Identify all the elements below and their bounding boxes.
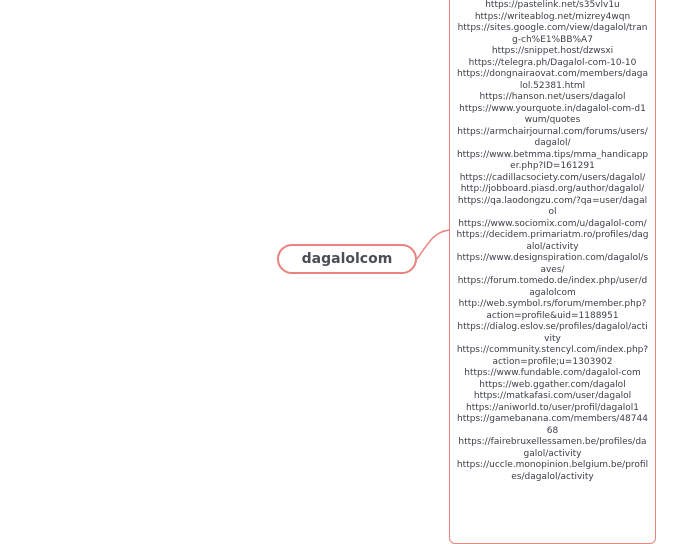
link-item[interactable]: https://qa.laodongzu.com/?qa=user/dagalol <box>457 195 648 217</box>
link-item[interactable]: https://community.stencyl.com/index.php?action=profile;u=1303902 <box>456 345 649 367</box>
link-item[interactable]: https://aniworld.to/user/profil/dagalol1 <box>466 402 639 413</box>
root-topic-label: dagalolcom <box>301 251 393 267</box>
link-item[interactable]: https://www.yourquote.in/dagalol-com-d1wum/quotes <box>459 103 646 125</box>
link-item[interactable]: https://decidem.primariatm.ro/profiles/dagalol/activity <box>456 230 649 252</box>
branch-line <box>417 230 449 259</box>
link-item[interactable]: https://www.designspiration.com/dagalol/saves/ <box>456 253 649 275</box>
link-item[interactable]: https://armchairjournal.com/forums/users/dagalol/ <box>457 126 648 148</box>
link-item[interactable]: https://writeablog.net/mizrey4wqn <box>474 11 631 22</box>
link-item[interactable]: http://web.symbol.rs/forum/member.php?action=profile&uid=1188951 <box>458 299 647 321</box>
link-item[interactable]: https://gamebanana.com/members/4874468 <box>457 414 648 436</box>
links-subtopic[interactable] <box>449 0 656 544</box>
link-item[interactable]: https://telegra.ph/Dagalol-com-10-10 <box>468 57 637 68</box>
link-item[interactable]: https://snippet.host/dzwsxi <box>491 46 614 56</box>
link-item[interactable]: https://hanson.net/users/dagalol <box>479 92 626 102</box>
link-item[interactable]: https://dialog.eslov.se/profiles/dagalol/activity <box>457 322 648 344</box>
link-item[interactable]: http://jobboard.piasd.org/author/dagalol/ <box>460 184 645 194</box>
link-item[interactable]: https://web.ggather.com/dagalol <box>479 379 626 390</box>
link-item[interactable]: https://www.betmma.tips/mma_handicapper.php?ID=161291 <box>456 149 649 171</box>
link-item[interactable]: https://www.sociomix.com/u/dagalol-com/ <box>458 218 647 229</box>
link-list <box>456 0 649 483</box>
link-item[interactable]: https://forum.tomedo.de/index.php/user/dagalolcom <box>457 276 648 298</box>
link-item[interactable]: https://sites.google.com/view/dagalol/trang-ch%E1%BB%A7 <box>457 23 648 45</box>
link-item[interactable]: https://pastelink.net/s35vlv1u <box>485 0 620 10</box>
link-item[interactable]: https://cadillacsociety.com/users/dagalol/ <box>459 172 646 183</box>
link-item[interactable]: https://uccle.monopinion.belgium.be/profiles/dagalol/activity <box>456 460 649 482</box>
link-item[interactable]: https://dongnairaovat.com/members/dagalol.52381.html <box>456 69 649 91</box>
link-item[interactable]: https://matkafasi.com/user/dagalol <box>473 391 632 401</box>
root-topic[interactable] <box>277 244 417 274</box>
link-item[interactable]: https://fairebruxellessamen.be/profiles/dagalol/activity <box>458 437 647 459</box>
link-item[interactable]: https://www.fundable.com/dagalol-com <box>464 368 641 378</box>
